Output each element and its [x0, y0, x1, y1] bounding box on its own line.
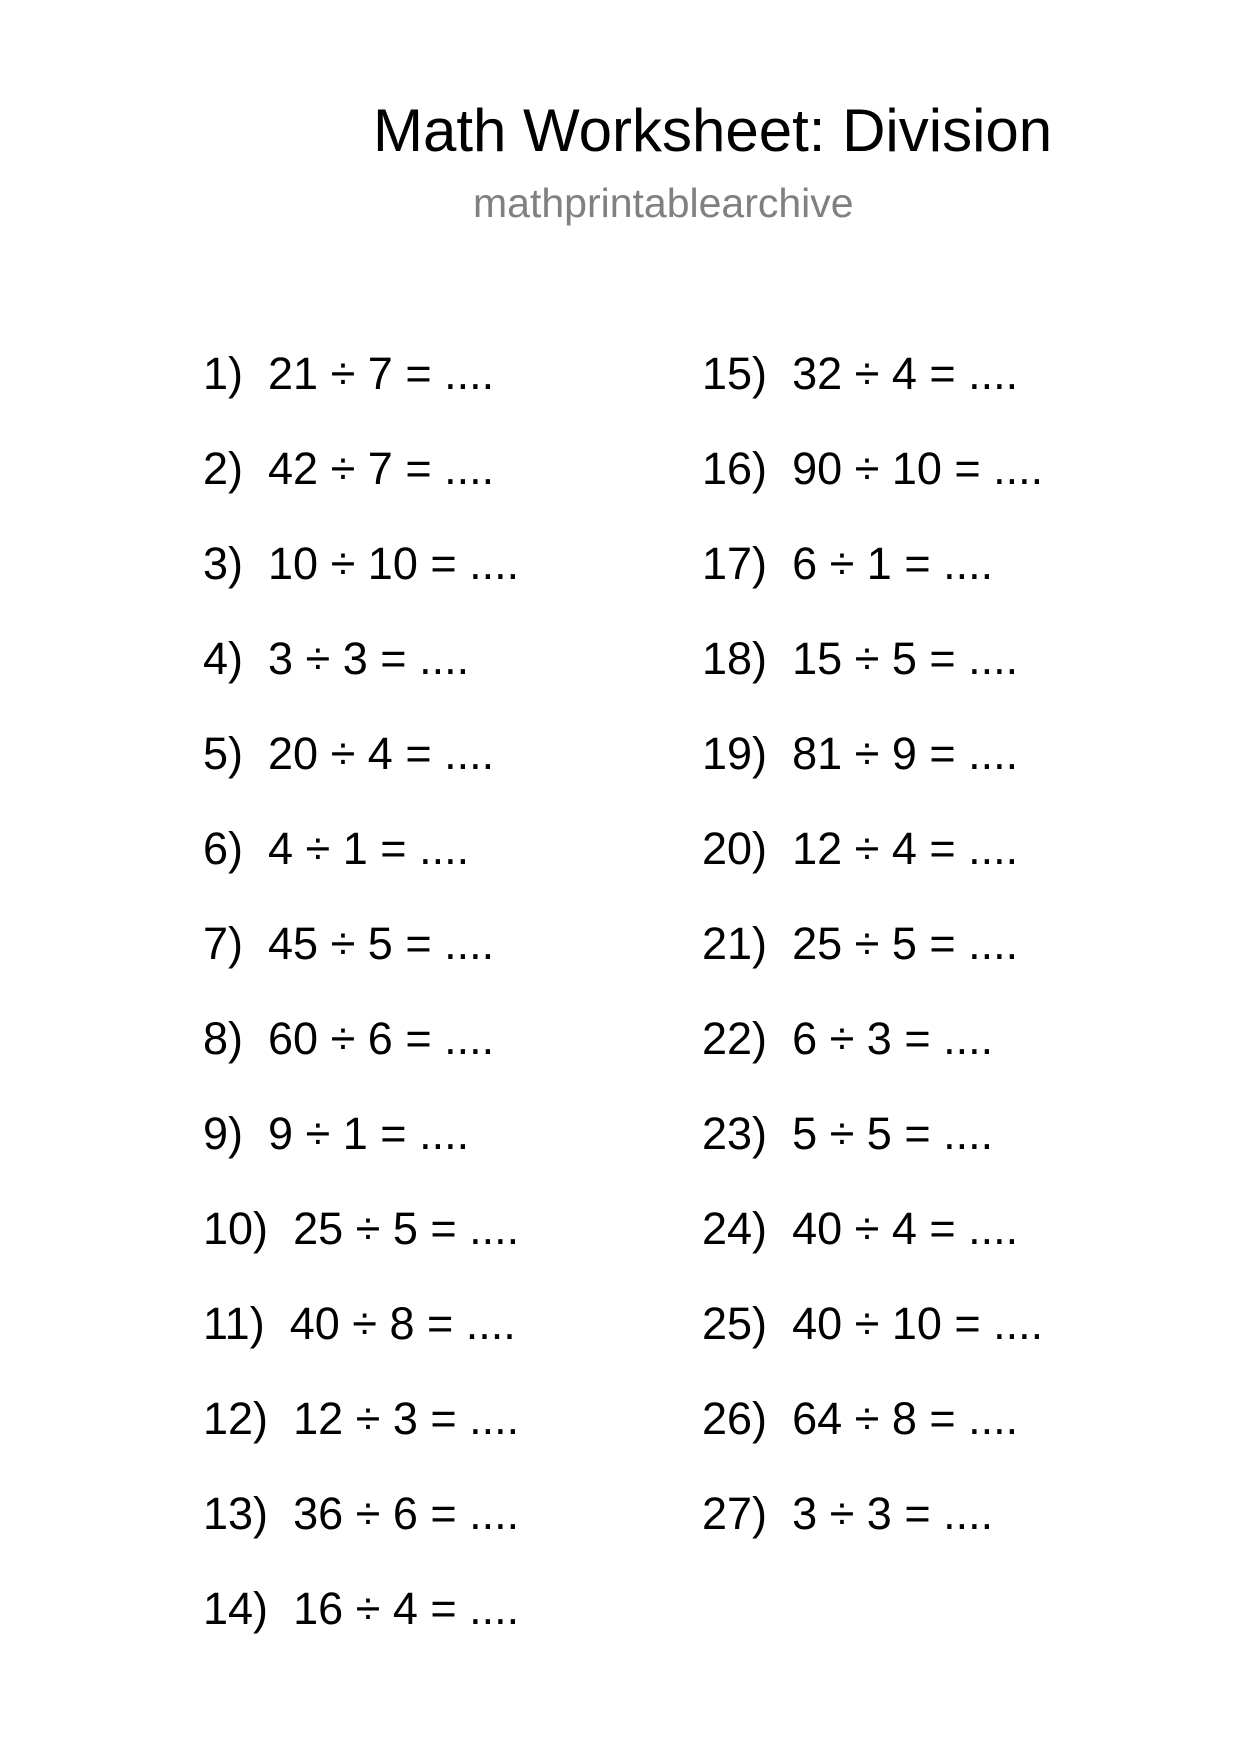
problem-expression: 16 ÷ 4 = ....: [293, 1583, 520, 1634]
problem-item: [702, 1298, 1044, 1349]
problem-expression: 25 ÷ 5 = ....: [792, 918, 1019, 969]
problem-item: [702, 1108, 994, 1159]
problem-item: [203, 1298, 516, 1349]
problem-number: 2): [203, 443, 244, 494]
problem-item: [203, 1393, 520, 1444]
problem-expression: 45 ÷ 5 = ....: [268, 918, 495, 969]
problem-expression: 40 ÷ 10 = ....: [792, 1298, 1044, 1349]
problem-number: 6): [203, 823, 244, 874]
problem-number: 3): [203, 538, 244, 589]
problem-expression: 20 ÷ 4 = ....: [268, 728, 495, 779]
problem-item: [702, 633, 1019, 684]
problem-expression: 60 ÷ 6 = ....: [268, 1013, 495, 1064]
problem-expression: 3 ÷ 3 = ....: [792, 1488, 994, 1539]
problem-number: 23): [702, 1108, 768, 1159]
problem-expression: 6 ÷ 3 = ....: [792, 1013, 994, 1064]
problem-item: [702, 443, 1044, 494]
problem-expression: 42 ÷ 7 = ....: [268, 443, 495, 494]
problem-expression: 40 ÷ 8 = ....: [289, 1298, 516, 1349]
problem-expression: 9 ÷ 1 = ....: [268, 1108, 470, 1159]
problem-number: 13): [203, 1488, 269, 1539]
problem-number: 24): [702, 1203, 768, 1254]
problem-expression: 21 ÷ 7 = ....: [268, 348, 495, 399]
problem-item: [203, 633, 470, 684]
problem-number: 27): [702, 1488, 768, 1539]
problem-number: 7): [203, 918, 244, 969]
problem-item: [203, 538, 520, 589]
problem-expression: 64 ÷ 8 = ....: [792, 1393, 1019, 1444]
problem-item: [702, 823, 1019, 874]
problem-item: [203, 918, 495, 969]
problem-number: 10): [203, 1203, 269, 1254]
problem-item: [702, 348, 1019, 399]
problem-expression: 10 ÷ 10 = ....: [268, 538, 520, 589]
problem-number: 14): [203, 1583, 269, 1634]
problem-item: [702, 1488, 994, 1539]
problem-item: [702, 1013, 994, 1064]
problem-item: [203, 348, 495, 399]
problem-item: [203, 1203, 520, 1254]
problem-number: 12): [203, 1393, 269, 1444]
problem-number: 8): [203, 1013, 244, 1064]
problem-number: 17): [702, 538, 768, 589]
problem-number: 19): [702, 728, 768, 779]
problem-item: [203, 728, 495, 779]
problem-number: 18): [702, 633, 768, 684]
problem-number: 4): [203, 633, 244, 684]
problem-item: [702, 1203, 1019, 1254]
problem-item: [203, 1108, 470, 1159]
problem-number: 21): [702, 918, 768, 969]
problem-item: [702, 728, 1019, 779]
problem-expression: 32 ÷ 4 = ....: [792, 348, 1019, 399]
problem-expression: 12 ÷ 4 = ....: [792, 823, 1019, 874]
problem-item: [203, 443, 495, 494]
page-title: Math Worksheet: Division: [373, 97, 1053, 164]
problem-item: [203, 1488, 520, 1539]
problem-number: 26): [702, 1393, 768, 1444]
problem-expression: 25 ÷ 5 = ....: [293, 1203, 520, 1254]
problem-item: [702, 918, 1019, 969]
problem-number: 5): [203, 728, 244, 779]
problem-expression: 5 ÷ 5 = ....: [792, 1108, 994, 1159]
problem-expression: 40 ÷ 4 = ....: [792, 1203, 1019, 1254]
problem-expression: 4 ÷ 1 = ....: [268, 823, 470, 874]
problem-expression: 81 ÷ 9 = ....: [792, 728, 1019, 779]
problem-item: [203, 1583, 520, 1634]
problem-number: 1): [203, 348, 244, 399]
problem-item: [702, 1393, 1019, 1444]
problem-item: [203, 823, 470, 874]
problem-expression: 36 ÷ 6 = ....: [293, 1488, 520, 1539]
problem-number: 16): [702, 443, 768, 494]
problem-item: [702, 538, 994, 589]
problem-number: 11): [203, 1298, 265, 1349]
page-subtitle: mathprintablearchive: [473, 180, 854, 226]
problem-item: [203, 1013, 495, 1064]
problem-expression: 15 ÷ 5 = ....: [792, 633, 1019, 684]
problem-expression: 12 ÷ 3 = ....: [293, 1393, 520, 1444]
problem-expression: 90 ÷ 10 = ....: [792, 443, 1044, 494]
problem-expression: 6 ÷ 1 = ....: [792, 538, 994, 589]
problem-number: 9): [203, 1108, 244, 1159]
problem-number: 22): [702, 1013, 768, 1064]
problem-number: 15): [702, 348, 768, 399]
problem-expression: 3 ÷ 3 = ....: [268, 633, 470, 684]
problem-number: 25): [702, 1298, 768, 1349]
problem-number: 20): [702, 823, 768, 874]
